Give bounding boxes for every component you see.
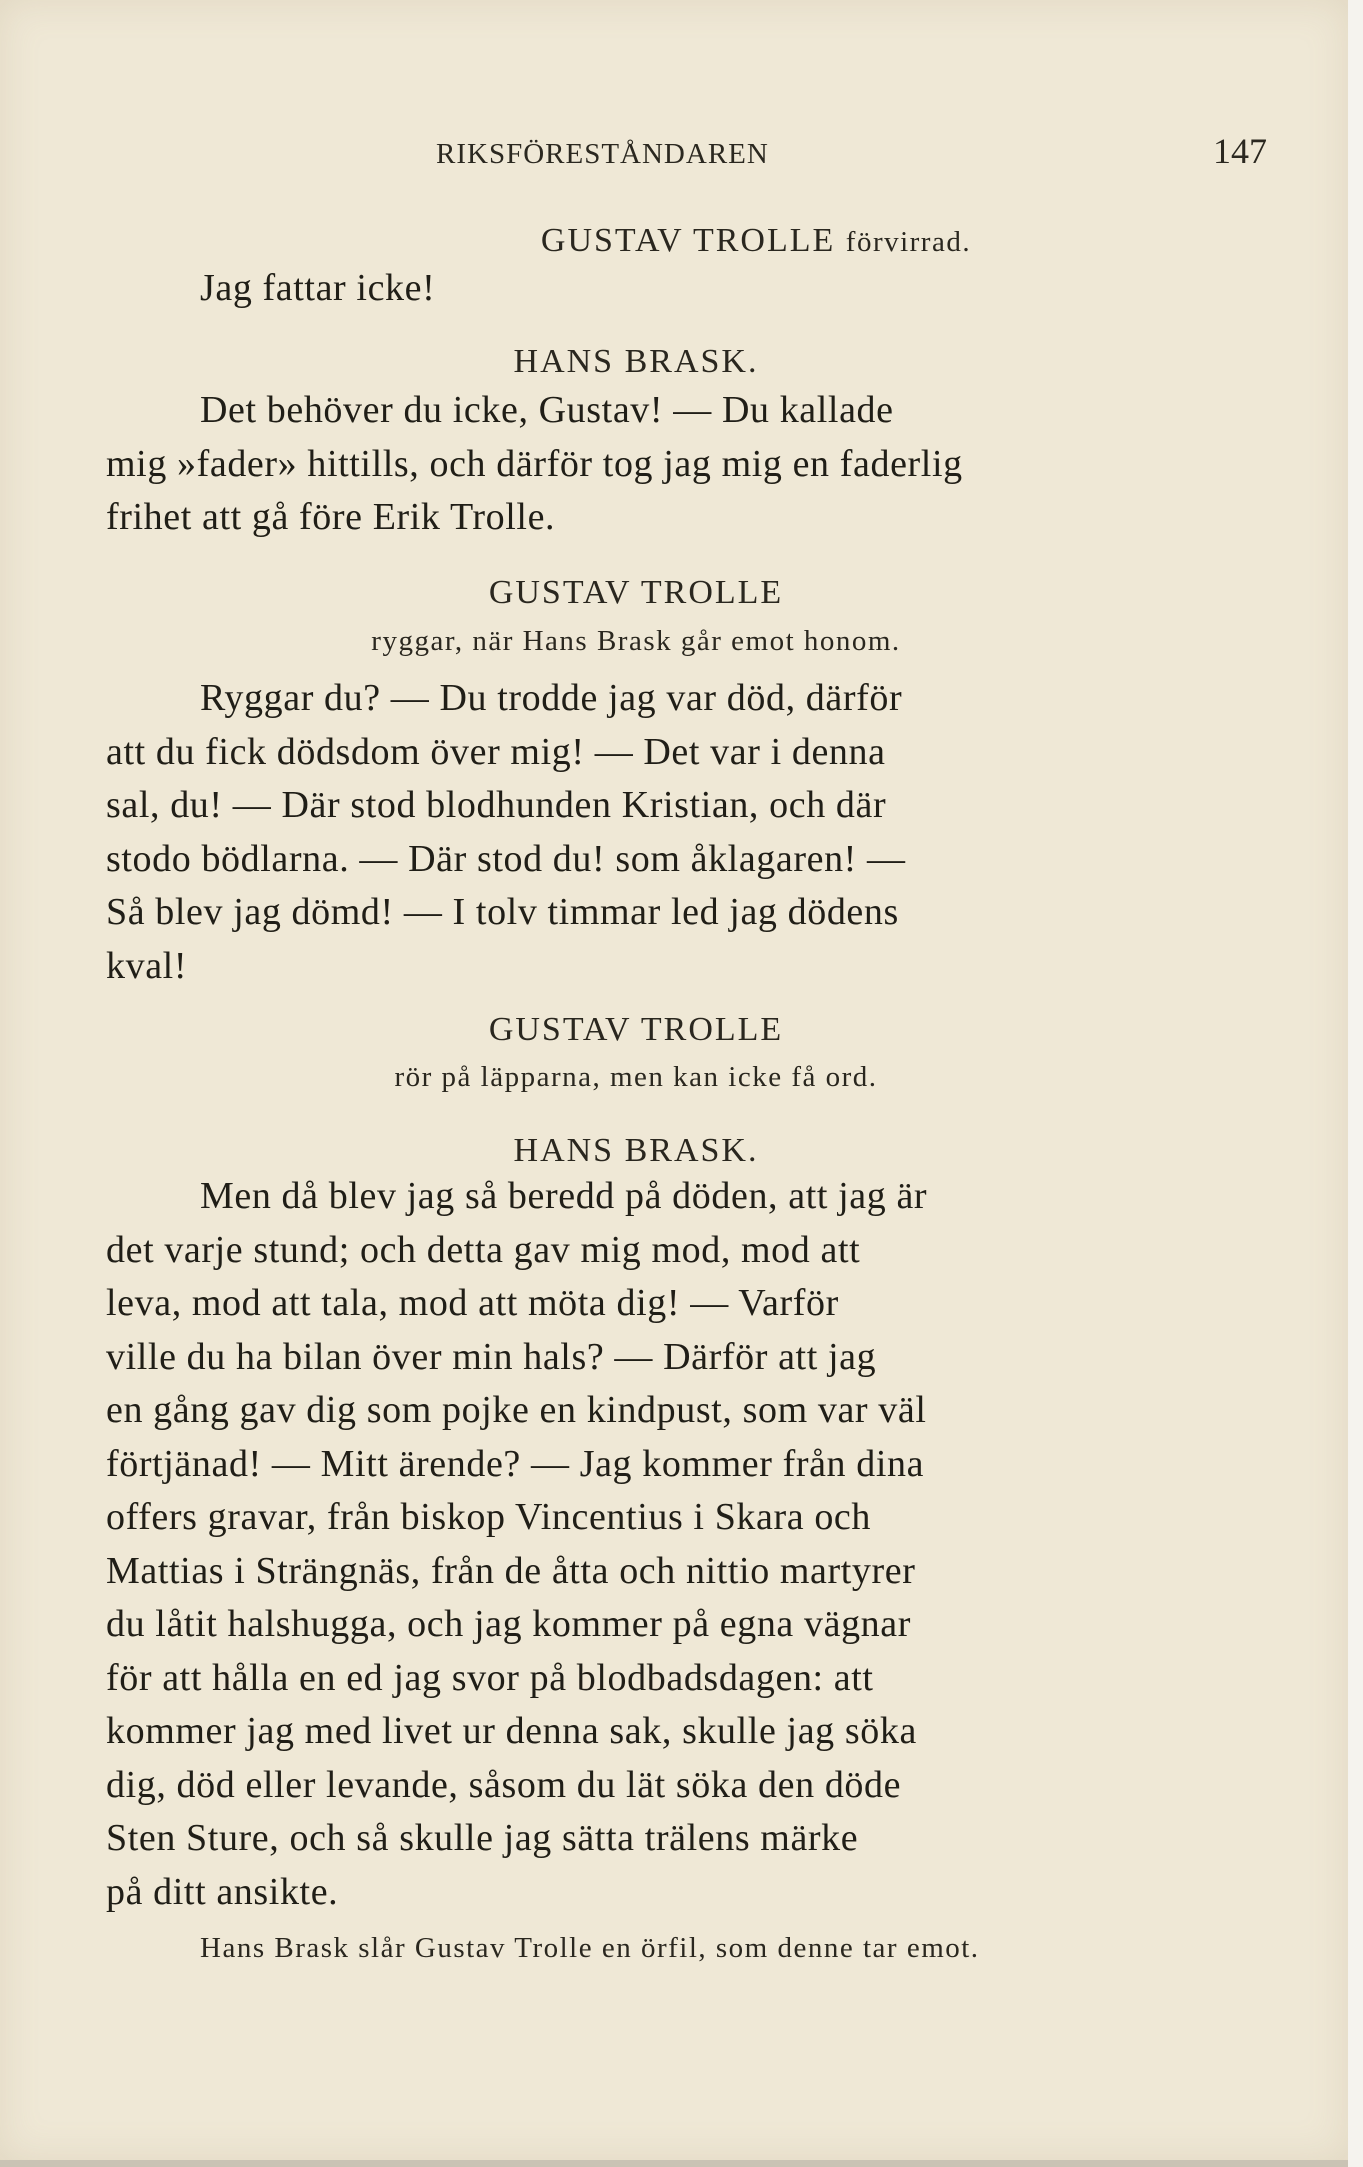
speech-line: en gång gav dig som pojke en kindpust, som var väl bbox=[106, 1389, 927, 1431]
speech bbox=[106, 672, 1166, 993]
speech-line: sal, du! — Där stod blodhunden Kristian, och där bbox=[106, 784, 887, 826]
running-head: RIKSFÖRESTÅNDAREN bbox=[436, 138, 769, 170]
speaker-heading bbox=[226, 222, 1286, 260]
speech-line: Det behöver du icke, Gustav! — Du kallade bbox=[200, 389, 894, 431]
speech-line: leva, mod att tala, mod att möta dig! — Varför bbox=[106, 1282, 839, 1324]
speech-line: Ryggar du? — Du trodde jag var död, därför bbox=[200, 677, 903, 719]
speech bbox=[106, 384, 1166, 545]
speech-line: frihet att gå före Erik Trolle. bbox=[106, 496, 556, 538]
speech-line: att du fick dödsdom över mig! — Det var i denna bbox=[106, 730, 886, 773]
speech-line: kommer jag med livet ur denna sak, skulle jag söka bbox=[106, 1710, 917, 1752]
stage-direction: förvirrad. bbox=[845, 226, 972, 258]
stage-direction: ryggar, när Hans Brask går emot honom. bbox=[371, 625, 901, 657]
speech-line: mig »fader» hittills, och därför tog jag mig en faderlig bbox=[106, 442, 963, 485]
speaker-heading: GUSTAV TROLLE bbox=[488, 1011, 784, 1048]
speech-line: dig, död eller levande, såsom du lät söka den döde bbox=[106, 1763, 902, 1806]
speech-line: Så blev jag dömd! — I tolv timmar led jag dödens bbox=[106, 891, 899, 933]
speaker-heading: HANS BRASK. bbox=[513, 1132, 759, 1169]
speech-line: offers gravar, från biskop Vincentius i Skara och bbox=[106, 1496, 871, 1538]
speech-line: stodo bödlarna. — Där stod du! som åklagaren! — bbox=[106, 837, 906, 880]
speech-line: Mattias i Strängnäs, från de åtta och nittio martyrer bbox=[106, 1549, 916, 1592]
speech-line: förtjänad! — Mitt ärende? — Jag kommer från dina bbox=[106, 1442, 925, 1485]
speech-line: du låtit halshugga, och jag kommer på egna vägnar bbox=[106, 1603, 911, 1645]
page-edge bbox=[1348, 0, 1363, 2167]
speaker-heading: GUSTAV TROLLE bbox=[488, 574, 784, 611]
speech-line: för att hålla en ed jag svor på blodbadsdagen: att bbox=[106, 1656, 874, 1699]
speech bbox=[106, 262, 1166, 316]
speech-line: ville du ha bilan över min hals? — Därför att jag bbox=[106, 1335, 877, 1378]
stage-direction: rör på läpparna, men kan icke få ord. bbox=[394, 1061, 878, 1093]
speech-line: Sten Sture, och så skulle jag sätta trälens märke bbox=[106, 1817, 859, 1859]
speech-line: Jag fattar icke! bbox=[200, 267, 436, 309]
speech-line: det varje stund; och detta gav mig mod, mod att bbox=[106, 1228, 861, 1271]
speech-line: kval! bbox=[106, 944, 188, 987]
speech-line: Men då blev jag så beredd på döden, att jag är bbox=[200, 1175, 928, 1217]
stage-direction: Hans Brask slår Gustav Trolle en örfil, som denne tar emot. bbox=[200, 1932, 980, 1964]
speech bbox=[106, 1170, 1166, 1919]
page-number: 147 bbox=[1213, 131, 1267, 171]
speaker-heading: HANS BRASK. bbox=[513, 343, 759, 380]
speaker-name: GUSTAV TROLLE bbox=[540, 222, 836, 259]
speech-line: på ditt ansikte. bbox=[106, 1870, 339, 1913]
